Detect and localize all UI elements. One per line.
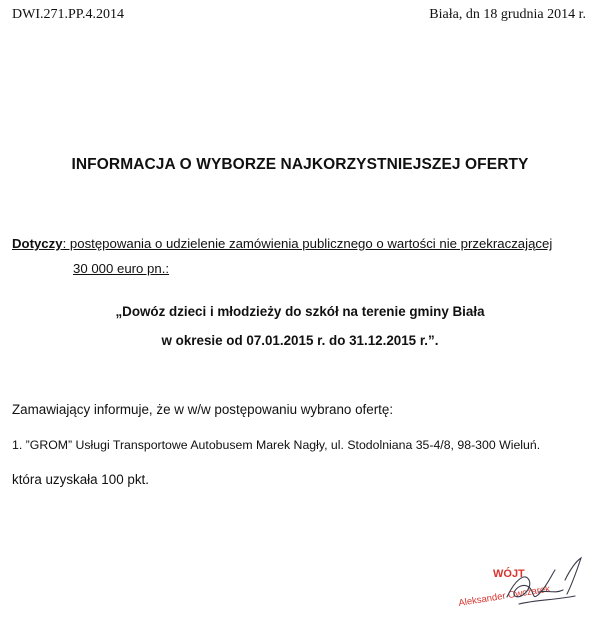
handwritten-signature (507, 558, 581, 604)
subject-line (12, 236, 588, 251)
subject-amount: 30 000 euro pn.: (73, 261, 170, 276)
tender-name-line2: w okresie od 07.01.2015 r. do 31.12.2015 r.”. (161, 333, 439, 348)
stamp-title: WÓJT (493, 568, 525, 580)
subject-text: : postępowania o udzielenie zamówienia publicznego o wartości nie przekraczającej (62, 236, 553, 251)
selected-offer: 1. ”GROM” Usługi Transportowe Autobusem Marek Nagły, ul. Stodolniana 35-4/8, 98-300 Wieluń. (12, 438, 541, 452)
tender-name-line1: „Dowóz dzieci i młodzieży do szkół na terenie gminy Biała (115, 304, 485, 319)
signature-stamp (455, 550, 595, 632)
document-reference-number: DWI.271.PP.4.2014 (12, 7, 125, 22)
document-title: INFORMACJA O WYBORZE NAJKORZYSTNIEJSZEJ OFERTY (71, 156, 529, 173)
stamp-name: Aleksander Owczarek (457, 583, 551, 609)
subject-label: Dotyczy (12, 236, 63, 251)
selection-info: Zamawiający informuje, że w w/w postępowaniu wybrano ofertę: (12, 402, 394, 417)
offer-score: która uzyskała 100 pkt. (12, 472, 149, 487)
place-and-date: Biała, dn 18 grudnia 2014 r. (429, 7, 586, 22)
